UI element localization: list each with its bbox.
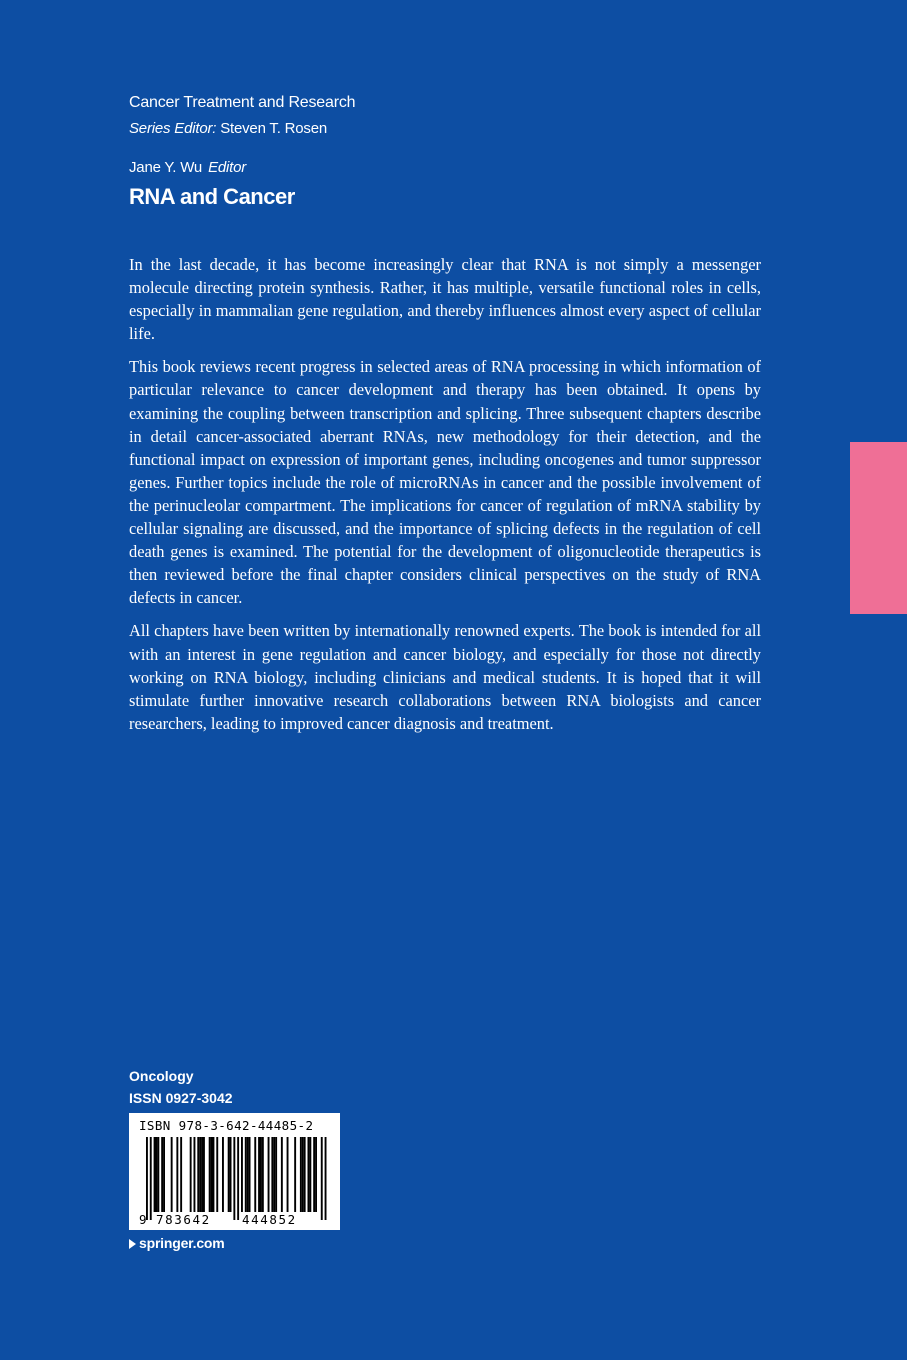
- barcode-bar: [313, 1137, 315, 1212]
- barcode-bar: [254, 1137, 256, 1212]
- barcode-bar: [300, 1137, 302, 1212]
- series-editor-line: [129, 119, 327, 139]
- barcode-bar: [163, 1137, 165, 1212]
- barcode-bar: [233, 1137, 235, 1220]
- book-editor-role: Editor: [208, 159, 247, 176]
- barcode-bar: [287, 1137, 289, 1212]
- barcode-bar: [309, 1137, 311, 1212]
- book-editor-name: Jane Y. Wu: [129, 159, 203, 176]
- barcode-bar: [308, 1137, 310, 1212]
- isbn-label: ISBN 978-3-642-44485-2: [139, 1118, 314, 1133]
- barcode-bar: [271, 1137, 273, 1212]
- barcode-bar: [201, 1137, 203, 1212]
- subject-category: Oncology: [129, 1068, 194, 1084]
- barcode-bar: [294, 1137, 296, 1212]
- barcode-bar: [260, 1137, 262, 1212]
- barcode-bar: [211, 1137, 213, 1212]
- barcode-bar: [304, 1137, 306, 1212]
- issn-number: ISSN 0927-3042: [129, 1090, 233, 1106]
- barcode-bar: [258, 1137, 260, 1212]
- series-editor-name: Steven T. Rosen: [220, 120, 328, 137]
- book-editor-line: [129, 158, 246, 178]
- barcode-bar: [150, 1137, 152, 1220]
- barcode-bar: [281, 1137, 283, 1212]
- barcode-bar: [213, 1137, 215, 1212]
- barcode-bar: [222, 1137, 224, 1212]
- barcode-bar: [237, 1137, 239, 1220]
- barcode-bar: [209, 1137, 211, 1212]
- barcode-bar: [154, 1137, 156, 1212]
- barcode-bar: [157, 1137, 159, 1212]
- blurb: [129, 253, 761, 745]
- barcode-bar: [321, 1137, 323, 1220]
- barcode-bar: [230, 1137, 232, 1212]
- ean-right-digits: 444852: [242, 1212, 297, 1227]
- barcode-bar: [161, 1137, 163, 1212]
- barcode-bar: [176, 1137, 178, 1212]
- publisher-website[interactable]: [129, 1233, 225, 1253]
- barcode-bar: [180, 1137, 182, 1212]
- barcode-bar: [249, 1137, 251, 1212]
- barcode-bar: [171, 1137, 173, 1212]
- book-title: RNA and Cancer: [129, 184, 295, 209]
- barcode-bar: [156, 1137, 158, 1212]
- ean-left-digits: 783642: [156, 1212, 211, 1227]
- website-label: springer.com: [139, 1235, 225, 1251]
- barcode-bar: [146, 1137, 148, 1220]
- barcode-bar: [194, 1137, 196, 1212]
- blurb-paragraph-1: In the last decade, it has become increasingly clear that RNA is not simply a messenger molecule directing protein synthesis. Rather, it has multiple, versatile functional roles in cells, especially in mammalian gene regulation, and thereby influences almost every aspect of cellular life.: [129, 255, 761, 344]
- series-title: Cancer Treatment and Research: [129, 94, 356, 111]
- barcode-bar: [199, 1137, 201, 1212]
- barcode-bar: [315, 1137, 317, 1212]
- barcode-bar: [228, 1137, 230, 1212]
- play-arrow-icon: [129, 1239, 136, 1249]
- barcode-bar: [247, 1137, 249, 1212]
- barcode-bar: [216, 1137, 218, 1212]
- barcode-bar: [268, 1137, 270, 1212]
- barcode-bar: [302, 1137, 304, 1212]
- barcode-bar: [262, 1137, 264, 1212]
- blurb-paragraph-3: All chapters have been written by internationally renowned experts. The book is intended for all with an interest in gene regulation and cancer biology, and especially for those not directly working on RNA biology, including clinicians and medical students. It is hoped that it will stimulate further innovative research collaborations between RNA biologists and cancer researchers, leading to improved cancer diagnosis and treatment.: [129, 621, 761, 733]
- barcode-bar: [241, 1137, 243, 1212]
- ean-digits: [129, 1212, 340, 1228]
- barcode-bar: [190, 1137, 192, 1212]
- color-tab-marker: [850, 442, 907, 614]
- barcode-bar: [325, 1137, 327, 1220]
- barcode-bar: [275, 1137, 277, 1212]
- series-editor-role: Series Editor:: [129, 120, 217, 137]
- ean-first-digit: 9: [139, 1212, 147, 1227]
- barcode-panel: [129, 1113, 340, 1230]
- barcode-bar: [273, 1137, 275, 1212]
- barcode-bar: [245, 1137, 247, 1212]
- blurb-paragraph-2: This book reviews recent progress in selected areas of RNA processing in which information of particular relevance to cancer development and therapy has been obtained. It opens by examining the coupling between transcription and splicing. Three subsequent chapters describe in detail cancer-associated aberrant RNAs, new methodology for their detection, and the functional impact on expression of important genes, including oncogenes and tumor suppressor genes. Further topics include the role of microRNAs in cancer and the possible involvement of the perinucleolar compartment. The implications for cancer of regulation of mRNA stability by cellular signaling are discussed, and the importance of splicing defects in the regulation of cell death genes is examined. The potential for the development of oligonucleotide therapeutics is then reviewed before the final chapter considers clinical perspectives on the study of RNA defects in cancer.: [129, 357, 761, 608]
- barcode-bar: [203, 1137, 205, 1212]
- barcode-bar: [197, 1137, 199, 1212]
